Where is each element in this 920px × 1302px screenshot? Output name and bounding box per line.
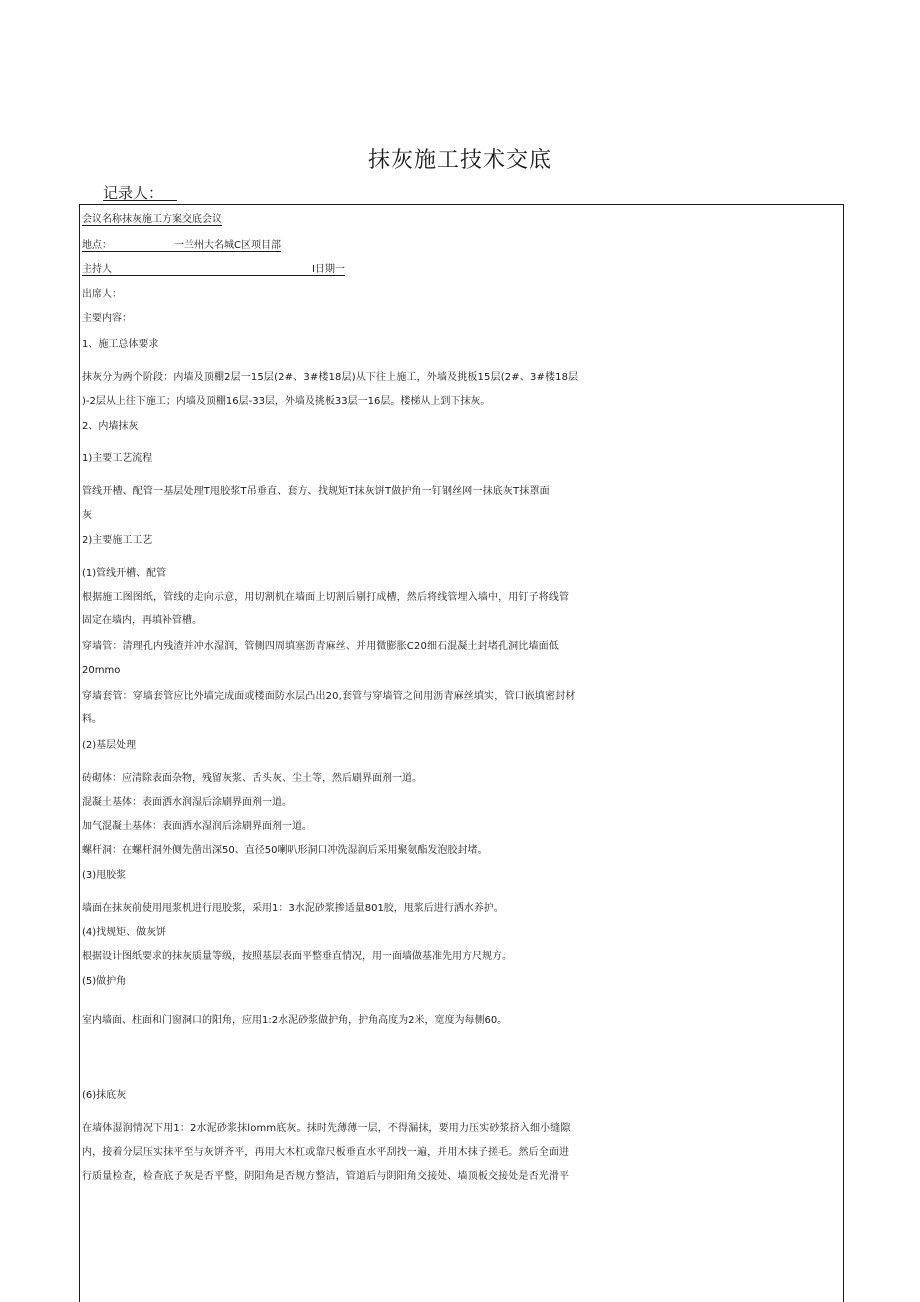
location-row — [82, 235, 840, 257]
paragraph-line: )-2层从上往下施工；内墙及顶棚16层-33层，外墙及挑板33层一16层。楼梯从上到下抹灰。 — [82, 396, 491, 407]
paragraph-line: 内，接着分层压实抹平至与灰饼齐平，再用大木杠或靠尺板垂直水平刮找一遍，并用木抹子搓毛。然后全面进 — [82, 1147, 570, 1158]
paragraph-line: 管线开槽、配管一基层处理T甩胶浆T吊垂直、套方、找规矩T抹灰饼T做护角一钉钢丝网一抹底灰T抹罩面 — [82, 486, 550, 497]
paragraph-line: 墙面在抹灰前使用甩浆机进行甩胶浆，采用1：3水泥砂浆掺适量801胶，甩浆后进行洒水养护。 — [82, 903, 504, 914]
item-heading: (5)做护角 — [82, 976, 127, 987]
paragraph-line: 砖砌体：应清除表面杂物，残留灰浆、舌头灰、尘土等，然后刷界面剂一道。 — [82, 773, 422, 784]
paragraph-line: 混凝土基体：表面洒水润湿后涂刷界面剂一道。 — [82, 797, 292, 808]
section-heading: 2、内墙抹灰 — [82, 421, 139, 432]
paragraph-line: 行质量检查，检查底子灰是否平整，阴阳角是否规方整洁，管道后与阴阳角交接处、墙顶板交接处是否光滑平 — [82, 1171, 570, 1182]
recorder-label: 记录人： — [103, 184, 164, 202]
paragraph-line: 根据设计图纸要求的抹灰质量等级，按照基层表面平整垂直情况，用一面墙做基准先用方尺规方。 — [82, 951, 512, 962]
paragraph-line: 抹灰分为两个阶段：内墙及顶棚2层一15层(2#、3#楼18层)从下往上施工，外墙及挑板15层(2#、3#楼18层 — [82, 372, 579, 383]
paragraph-line: 根据施工图图纸，管线的走向示意，用切割机在墙面上切割后剔打成槽，然后将线管埋入墙中，用钉子将线管 — [82, 592, 570, 603]
attendees-label: 出席人： — [82, 289, 122, 300]
content-label: 主要内容： — [82, 313, 132, 324]
meeting-name: 会议名称抹灰施工方案交底会议 — [82, 214, 222, 225]
item-heading: (6)抹底灰 — [82, 1090, 127, 1101]
paragraph-line: 20mmo — [82, 665, 121, 676]
paragraph-line: 穿墙套管：穿墙套管应比外墙完成面或楼面防水层凸出20,套管与穿墙管之间用沥青麻丝填实，管口嵌填密封材 — [82, 691, 576, 702]
item-heading: (4)找规矩、做灰饼 — [82, 927, 167, 938]
paragraph-line: 穿墙管：清理孔内残渣并冲水湿润，管侧四周填塞沥青麻丝、并用微膨胀C20细石混凝土封堵孔洞比墙面低 — [82, 641, 559, 652]
date-label: I日期一 — [312, 264, 345, 275]
item-heading: (3)甩胶浆 — [82, 870, 127, 881]
item-heading: (2)基层处理 — [82, 740, 137, 751]
paragraph-line: 灰 — [82, 510, 92, 521]
paragraph-line: 室内墙面、柱面和门窗洞口的阳角，应用1:2水泥砂浆做护角，护角高度为2米，宽度为每侧60。 — [82, 1015, 508, 1026]
document-title: 抹灰施工技术交底 — [367, 148, 552, 173]
paragraph-line: 加气混凝土基体：表面洒水湿润后涂刷界面剂一道。 — [82, 821, 312, 832]
subsection-heading: 2)主要施工工艺 — [82, 535, 153, 546]
item-heading: (1)管线开槽、配管 — [82, 568, 167, 579]
host-label: 主持人 — [82, 264, 112, 275]
location-label: 地点： — [82, 240, 112, 251]
section-heading: 1、施工总体要求 — [82, 339, 159, 350]
paragraph-line: 在墙体湿润情况下用1：2水泥砂浆抹lomm底灰。抹时先薄薄一层，不得漏抹，要用力压实砂浆挤入细小缝隙 — [82, 1123, 571, 1134]
paragraph-line: 料。 — [82, 714, 102, 725]
location-value: 一兰州大名城C区项目部 — [174, 240, 281, 251]
subsection-heading: 1)主要工艺流程 — [82, 453, 153, 464]
paragraph-line: 螺杆洞：在螺杆洞外侧先凿出深50、直径50喇叭形洞口冲洗湿润后采用聚氨酯发泡胶封堵。 — [82, 845, 488, 856]
paragraph-line: 固定在墙内，再填补管槽。 — [82, 615, 202, 626]
host-row — [82, 259, 840, 281]
host-field — [82, 264, 345, 276]
recorder-underline — [103, 200, 177, 201]
meeting-name-row — [82, 209, 840, 231]
location-field — [82, 240, 281, 252]
